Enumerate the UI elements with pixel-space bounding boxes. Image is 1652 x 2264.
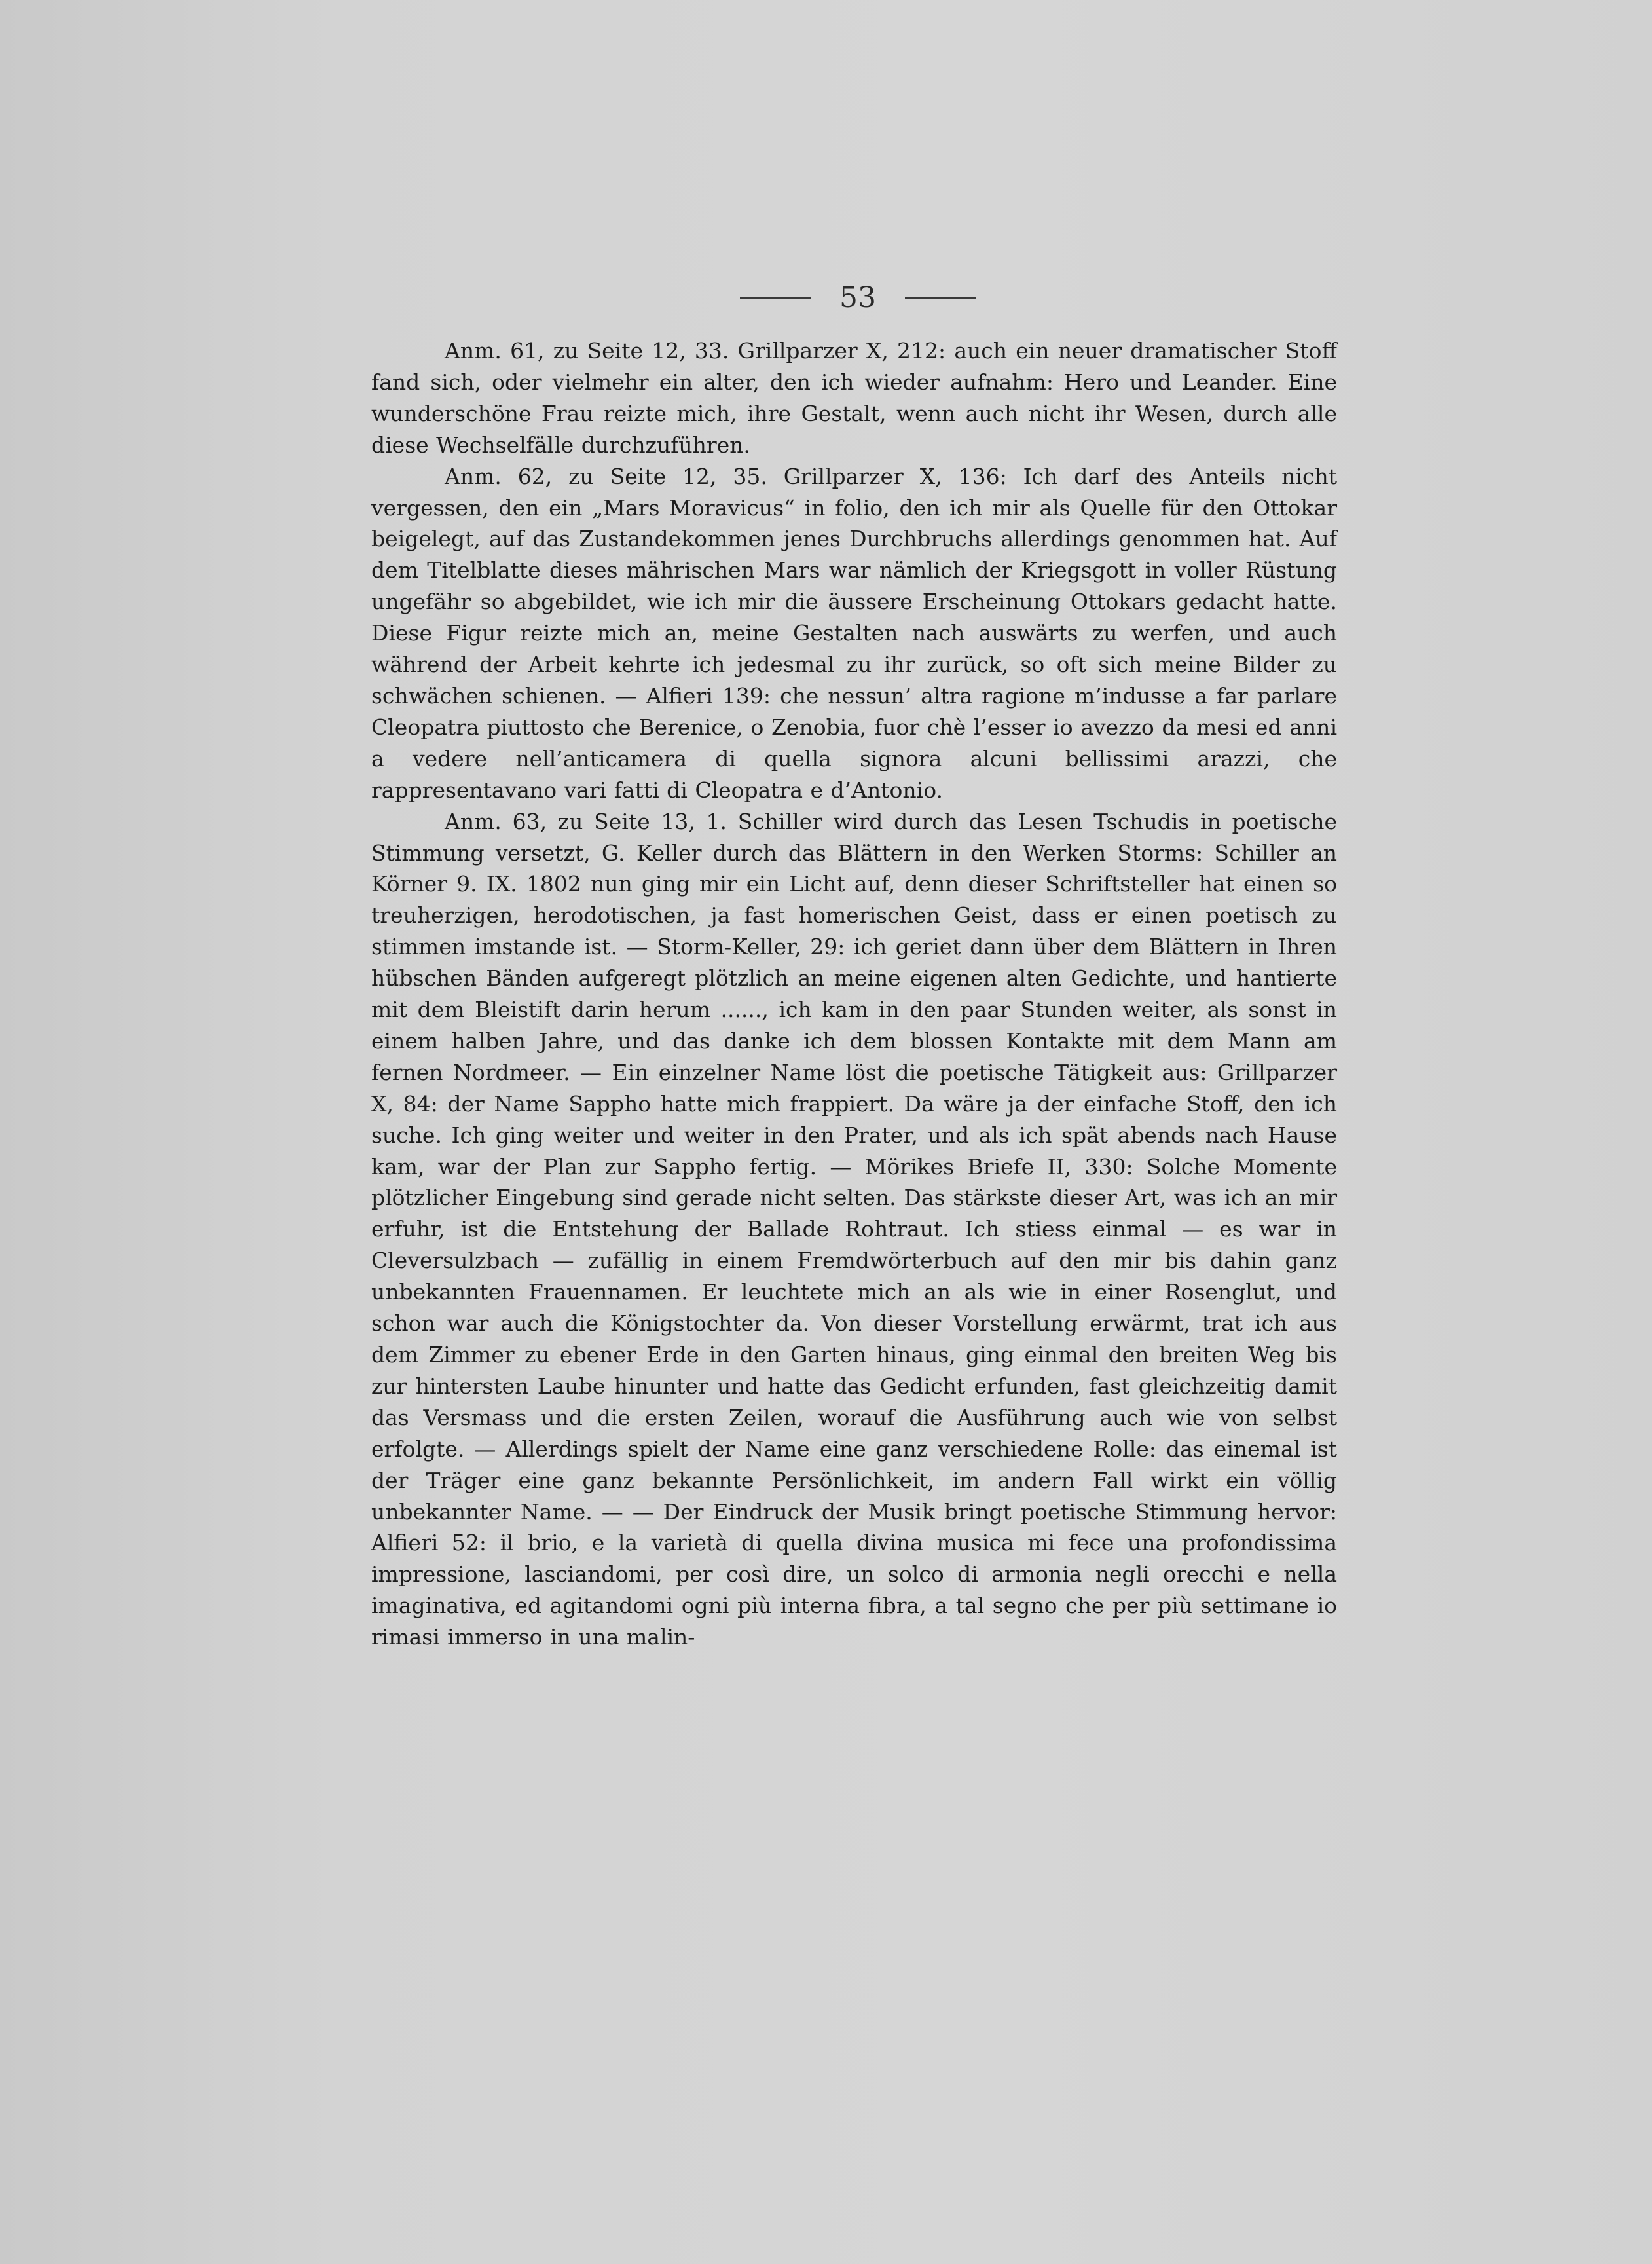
body-text	[371, 335, 1337, 1653]
note-paragraph	[371, 461, 1337, 806]
note-text: Anm. 62, zu Seite 12, 35. Grillparzer X, 136: Ich darf des Anteils nicht vergessen, den ein „Mars Moravicus“ in folio, den ich mir als Quelle für den Ottokar beigelegt, auf das Zustandekommen jenes Durchbruchs allerdings genommen hat. Auf dem Titelblatte dieses mährischen Mars war nämlich der Kriegsgott in voller Rüstung ungefähr so abgebildet, wie ich mir die äussere Erscheinung Ottokars gedacht hatte. Diese Figur reizte mich an, meine Gestalten nach auswärts zu werfen, und auch während der Arbeit kehrte ich jedesmal zu ihr zurück, so oft sich meine Bilder zu schwächen schienen. — Alfieri 139: che nessun’ altra ragione m’indusse a far parlare Cleopatra piuttosto che Berenice, o Zenobia, fuor chè l’esser io avezzo da mesi ed anni a vedere nell’anticamera di quella signora alcuni bellissimi arazzi, che rappresentavano vari fatti di Cleopatra e d’Antonio.	[371, 463, 1337, 803]
header-rule-right	[905, 297, 976, 299]
note-text: Anm. 63, zu Seite 13, 1. Schiller wird durch das Lesen Tschudis in poetische Stimmung versetzt, G. Keller durch das Blättern in den Werken Storms: Schiller an Körner 9. IX. 1802 nun ging mir ein Licht auf, denn dieser Schriftsteller hat einen so treuherzigen, herodotischen, ja fast homerischen Geist, dass er einen poetisch zu stimmen imstande ist. — Storm-Keller, 29: ich geriet dann über dem Blättern in Ihren hübschen Bänden aufgeregt plötzlich an meine eigenen alten Gedichte, und hantierte mit dem Bleistift darin herum ......, ich kam in den paar Stunden weiter, als sonst in einem halben Jahre, und das danke ich dem blossen Kontakte mit dem Mann am fernen Nordmeer. — Ein einzelner Name löst die poetische Tätigkeit aus: Grillparzer X, 84: der Name Sappho hatte mich frappiert. Da wäre ja der einfache Stoff, den ich suche. Ich ging weiter und weiter in den Prater, und als ich spät abends nach Hause kam, war der Plan zur Sappho fertig. — Mörikes Briefe II, 330: Solche Momente plötzlicher Eingebung sind gerade nicht selten. Das stärkste dieser Art, was ich an mir erfuhr, ist die Entstehung der Ballade Rohtraut. Ich stiess einmal — es war in Cleversulzbach — zufällig in einem Fremdwörterbuch auf den mir bis dahin ganz unbekannten Frauennamen. Er leuchtete mich an als wie in einer Rosenglut, und schon war auch die Königstochter da. Von dieser Vorstellung erwärmt, trat ich aus dem Zimmer zu ebener Erde in den Garten hinaus, ging einmal den breiten Weg bis zur hintersten Laube hinunter und hatte das Gedicht erfunden, fast gleichzeitig damit das Versmass und die ersten Zeilen, worauf die Ausführung auch wie von selbst erfolgte. — Allerdings spielt der Name eine ganz verschiedene Rolle: das einemal ist der Träger eine ganz bekannte Persönlichkeit, im andern Fall wirkt ein völlig unbekannter Name. — — Der Eindruck der Musik bringt poetische Stimmung hervor: Alfieri 52: il brio, e la varietà di quella divina musica mi fece una profondissima impressione, lasciandomi, per così dire, un solco di armonia negli orecchi e nella imaginativa, ed agitandomi ogni più interna fibra, a tal segno che per più settimane io rimasi immerso in una malin-	[371, 808, 1337, 1650]
note-paragraph	[371, 335, 1337, 461]
page-header	[733, 278, 982, 318]
header-rule-left	[740, 297, 811, 299]
note-text: Anm. 61, zu Seite 12, 33. Grillparzer X, 212: auch ein neuer dramatischer Stoff fand sich, oder vielmehr ein alter, den ich wieder aufnahm: Hero und Leander. Eine wunderschöne Frau reizte mich, ihre Gestalt, wenn auch nicht ihr Wesen, durch alle diese Wechselfälle durchzuführen.	[371, 338, 1337, 458]
note-paragraph	[371, 806, 1337, 1653]
page-number: 53	[839, 281, 876, 314]
